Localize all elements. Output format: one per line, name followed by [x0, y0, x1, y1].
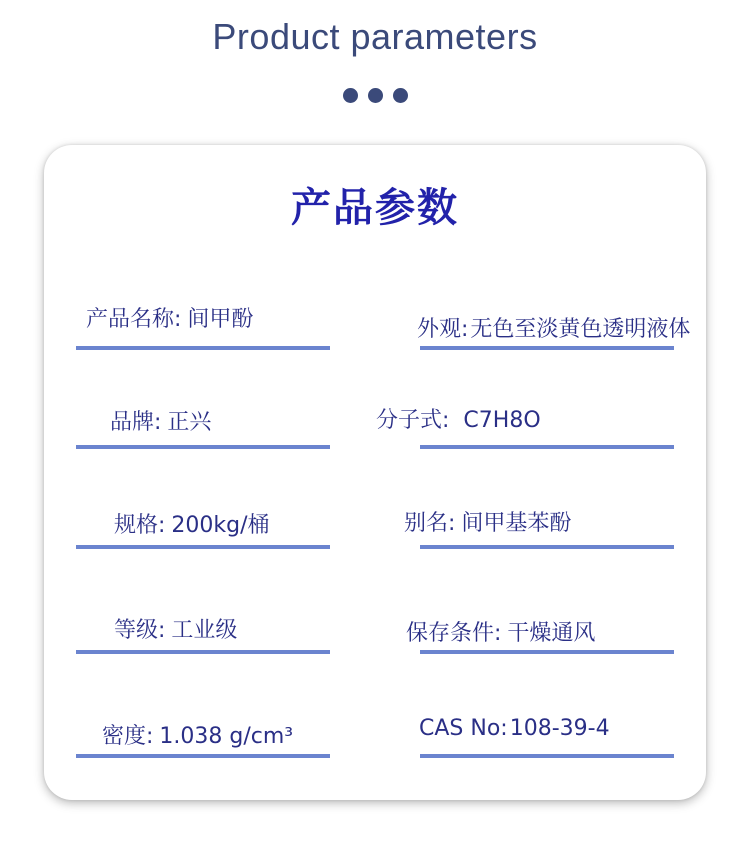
underline — [76, 346, 330, 350]
param-value: 1.038 g/cm³ — [159, 724, 294, 749]
param-density — [102, 719, 293, 750]
card-title: 产品参数 — [291, 185, 459, 231]
param-value: 间甲基苯酚 — [461, 511, 572, 536]
param-label: 别名: — [404, 511, 456, 536]
underline — [76, 650, 330, 654]
param-label: 分子式: — [376, 408, 450, 433]
param-value: C7H8O — [463, 408, 541, 433]
param-value: 108-39-4 — [509, 716, 610, 741]
param-alias — [404, 506, 571, 537]
param-label: 密度: — [102, 724, 154, 749]
param-product-name — [86, 302, 253, 333]
param-label: CAS No: — [419, 716, 508, 741]
param-label: 规格: — [114, 513, 166, 538]
underline — [76, 754, 330, 758]
param-label: 保存条件: — [406, 621, 502, 646]
underline — [420, 346, 674, 350]
param-appearance — [417, 312, 690, 343]
underline — [420, 545, 674, 549]
dots-divider — [0, 88, 750, 103]
param-label: 产品名称: — [86, 307, 182, 332]
param-value: 干燥通风 — [507, 621, 596, 646]
underline — [76, 445, 330, 449]
underline — [76, 545, 330, 549]
param-value: 间甲酚 — [187, 307, 254, 332]
underline — [420, 754, 674, 758]
param-molecular-formula — [376, 403, 541, 434]
param-value: 工业级 — [171, 618, 238, 643]
underline — [420, 650, 674, 654]
param-cas-no — [419, 716, 610, 741]
dot-icon — [343, 88, 358, 103]
param-grade — [114, 613, 237, 644]
dot-icon — [393, 88, 408, 103]
page-title: Product parameters — [212, 16, 538, 57]
param-value: 正兴 — [167, 410, 212, 435]
param-label: 等级: — [114, 618, 166, 643]
param-value: 200kg/桶 — [171, 513, 270, 538]
param-storage — [406, 616, 595, 647]
dot-icon — [368, 88, 383, 103]
param-brand — [110, 405, 211, 436]
underline — [420, 445, 674, 449]
param-label: 外观: — [417, 317, 469, 342]
param-label: 品牌: — [110, 410, 162, 435]
param-value: 无色至淡黄色透明液体 — [470, 317, 691, 342]
parameters-card — [44, 145, 706, 800]
param-specification — [114, 508, 270, 539]
